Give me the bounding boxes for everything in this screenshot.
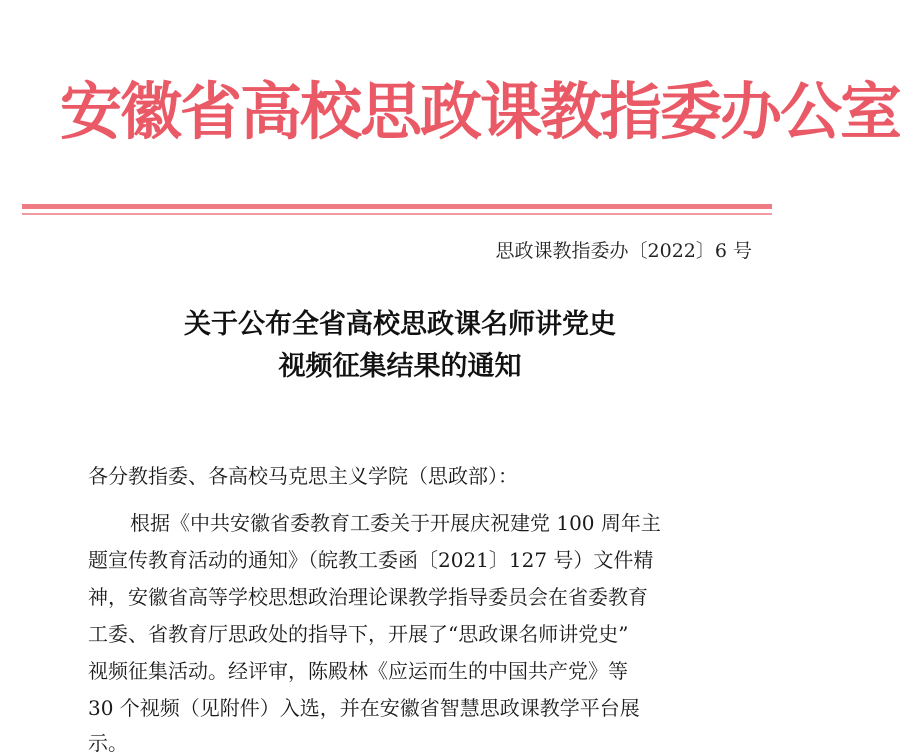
- header-rule-thin: [22, 213, 772, 215]
- body-line-2: 题宣传教育活动的通知》（皖教工委函〔2021〕127 号）文件精: [88, 548, 654, 572]
- body-line-6: 30 个视频（见附件）入选，并在安徽省智慧思政课教学平台展: [88, 696, 640, 720]
- salutation: 各分教指委、各高校马克思主义学院（思政部）：: [88, 464, 518, 488]
- issuer-heading: 安徽省高校思政课教指委办公室: [60, 75, 900, 148]
- header-rule-thick: [22, 204, 772, 209]
- body-line-3: 神，安徽省高等学校思想政治理论课教学指导委员会在省委教育: [88, 585, 648, 609]
- body-line-5: 视频征集活动。经评审，陈殿林《应运而生的中国共产党》等: [88, 659, 628, 683]
- notice-title-line-1: 关于公布全省高校思政课名师讲党史: [184, 309, 616, 340]
- body-line-4: 工委、省教育厅思政处的指导下，开展了“思政课名师讲党史”: [88, 622, 629, 646]
- document-number: 思政课教指委办〔2022〕6 号: [495, 240, 752, 262]
- body-line-7: 示。: [88, 731, 128, 755]
- notice-title-line-2: 视频征集结果的通知: [278, 351, 522, 382]
- body-line-1: 根据《中共安徽省委教育工委关于开展庆祝建党 100 周年主: [130, 511, 661, 535]
